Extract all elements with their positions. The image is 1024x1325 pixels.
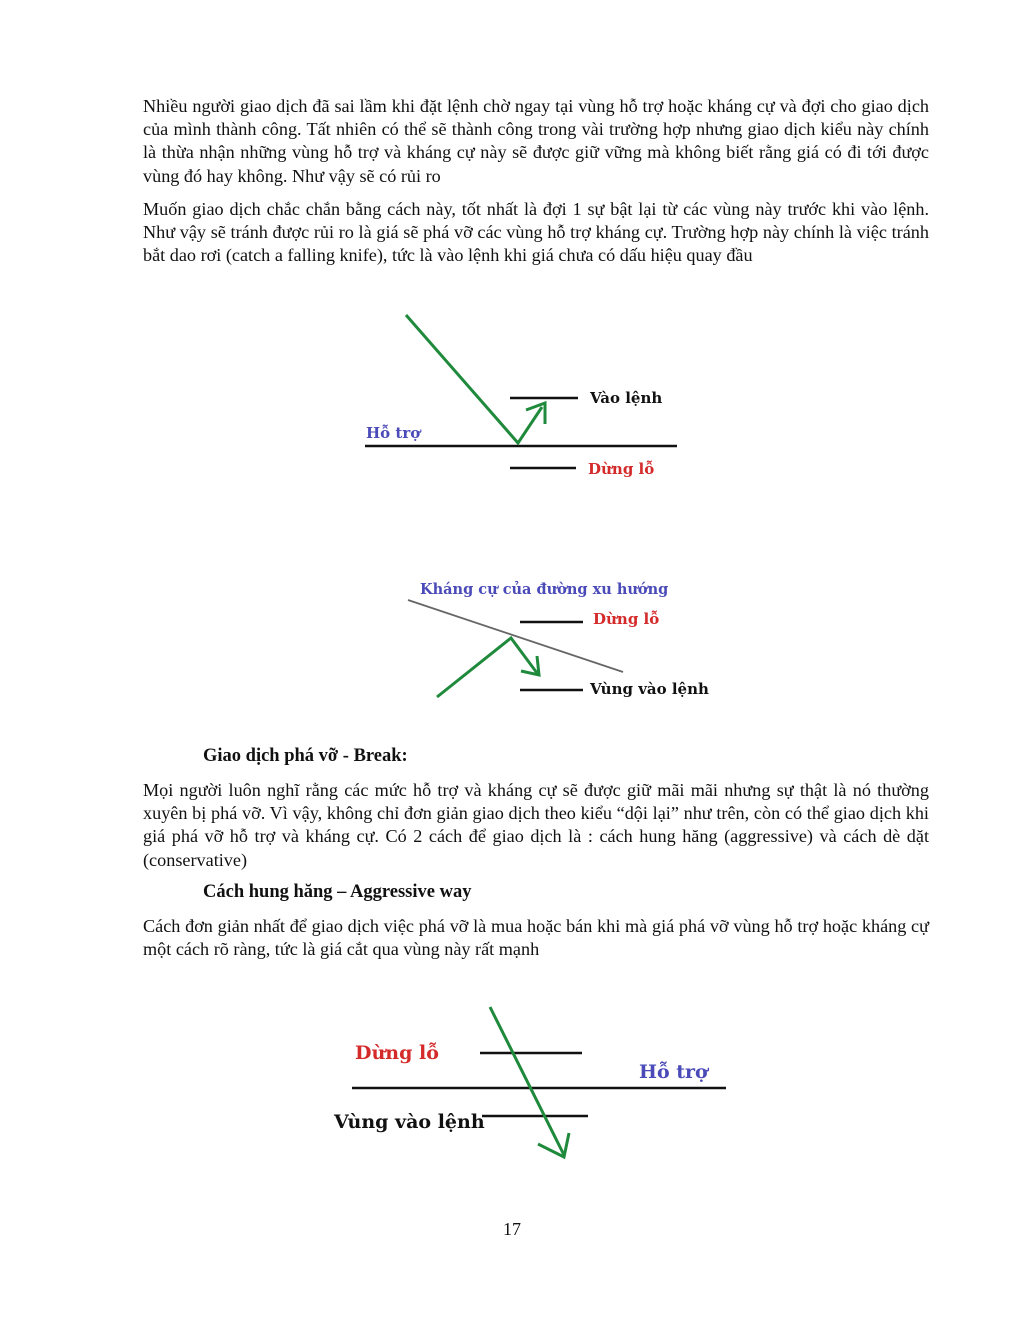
paragraph-pending-orders: Nhiều người giao dịch đã sai lầm khi đặt lệnh chờ ngay tại vùng hỗ trợ hoặc kháng cự và đợi cho giao dịch của mình thành công. Tất nhiên có thể sẽ thành công trong vài trường hợp nhưng giao dịch kiểu này chính là thừa nhận những vùng hỗ trợ và kháng cự này sẽ được giữ vững mà không biết rằng giá có đi tới được vùng đó hay không. Như vậy sẽ có rủi ro [143,96,929,186]
price-path [490,1007,564,1155]
support-label: Hỗ trợ [639,1061,708,1083]
resistance-label: Kháng cự của đường xu hướng [420,581,669,598]
entry-label: Vào lệnh [590,389,663,407]
heading-break: Giao dịch phá vỡ - Break: [203,746,408,766]
paragraph-aggressive: Cách đơn giản nhất để giao dịch việc phá vỡ là mua hoặc bán khi mà giá phá vỡ vùng hỗ trợ hoặc kháng cự một cách rõ ràng, tức là giá cắt qua vùng này rất mạnh [143,916,929,960]
support-label: Hỗ trợ [366,424,421,442]
page-number: 17 [503,1219,521,1239]
paragraph-wait-bounce: Muốn giao dịch chắc chắn bằng cách này, tốt nhất là đợi 1 sự bật lại từ các vùng này trước khi vào lệnh. Như vậy sẽ tránh được rủi ro là giá sẽ phá vỡ các vùng hỗ trợ kháng cự. Trường hợp này chính là việc tránh bắt dao rơi (catch a falling knife), tức là vào lệnh khi giá chưa có dấu hiệu quay đầu [143,199,929,266]
entry-zone-label: Vùng vào lệnh [590,680,709,698]
paragraph-break: Mọi người luôn nghĩ rằng các mức hỗ trợ và kháng cự sẽ được giữ mãi mãi nhưng sự thật là nó thường xuyên bị phá vỡ. Vì vậy, không chỉ đơn giản giao dịch theo kiểu “dội lại” như trên, còn có thể giao dịch khi giá phá vỡ hỗ trợ và kháng cự. Có 2 cách để giao dịch là : cách hung hăng (aggressive) và cách dè dặt (conservative) [143,780,929,870]
stop-loss-label: Dừng lỗ [355,1042,439,1064]
heading-aggressive: Cách hung hăng – Aggressive way [203,882,472,902]
entry-zone-label: Vùng vào lệnh [334,1111,485,1133]
stop-loss-label: Dừng lỗ [593,610,660,628]
stop-loss-label: Dừng lỗ [588,460,655,478]
